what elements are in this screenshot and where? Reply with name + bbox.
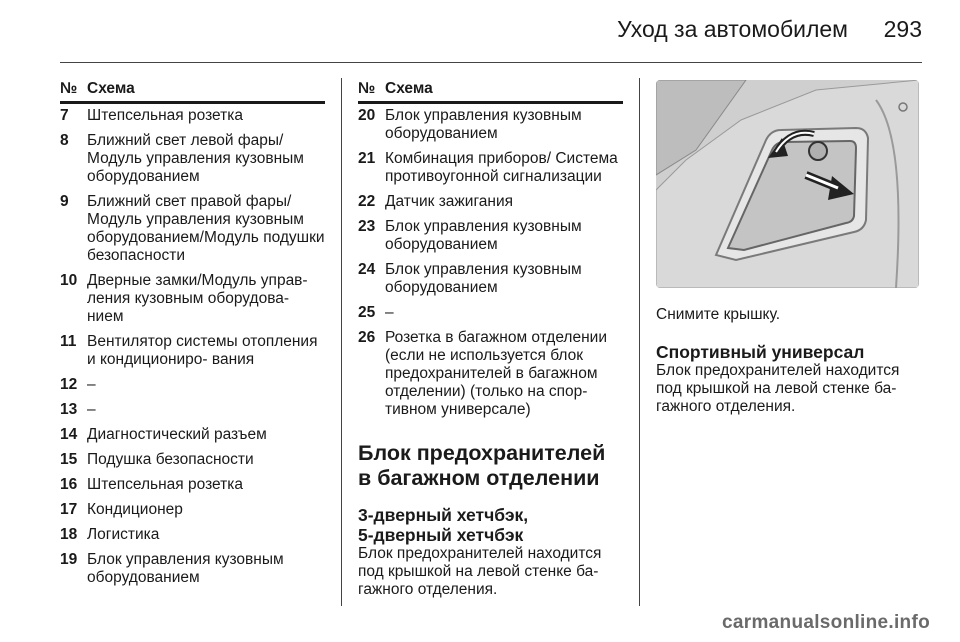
fuse-number: 22 — [358, 193, 376, 210]
fuse-number: 19 — [60, 551, 78, 568]
table-row — [60, 333, 325, 369]
column-1 — [60, 80, 325, 594]
fuse-number: 7 — [60, 107, 69, 124]
fuse-description: Логистика — [87, 526, 160, 543]
fuse-number: 11 — [60, 333, 77, 350]
figure-caption: Снимите крышку. — [656, 306, 781, 323]
column-3 — [656, 80, 921, 416]
fuse-number: 20 — [358, 107, 376, 124]
fuse-list-1 — [60, 107, 325, 587]
fuse-description: Ближний свет левой фары/ Модуль управления кузовным оборудованием — [87, 132, 304, 185]
fuse-number: 10 — [60, 272, 78, 289]
fuse-number: 9 — [60, 193, 69, 210]
trunk-illustration-svg — [656, 80, 919, 288]
subheading-line-1: 3-дверный хетчбэк, — [358, 505, 529, 525]
fuse-number: 24 — [358, 261, 376, 278]
fuse-number: 17 — [60, 501, 78, 518]
table-row — [60, 107, 325, 125]
fuse-description: Блок управления кузовным оборудованием — [385, 218, 582, 253]
table-row — [60, 401, 325, 419]
fuse-description: Штепсельная розетка — [87, 107, 243, 124]
column-divider-1 — [341, 78, 342, 606]
fuse-number: 15 — [60, 451, 78, 468]
fuse-number: 16 — [60, 476, 78, 493]
header-rule — [60, 62, 922, 63]
fuse-description: Диагностический разъем — [87, 426, 267, 443]
table-row — [358, 107, 623, 143]
fuse-description: Блок управления кузовным оборудованием — [385, 261, 582, 296]
fuse-description: Розетка в багажном отделении (если не используется блок предохранителей в багажном отделении) (только на спор- тивном универсале) — [385, 329, 607, 418]
table-row — [60, 551, 325, 587]
fuse-number: 25 — [358, 304, 376, 321]
fuse-number: 13 — [60, 401, 78, 418]
fuse-description: Комбинация приборов/ Система противоугонной сигнализации — [385, 150, 618, 185]
fuse-description: – — [87, 401, 96, 418]
table-header-schema: Схема — [385, 80, 433, 97]
table-row — [358, 193, 623, 211]
section-heading: Блок предохранителей в багажном отделении — [358, 441, 606, 490]
fuse-number: 12 — [60, 376, 78, 393]
fuse-description: – — [87, 376, 96, 393]
table-row — [60, 526, 325, 544]
table-header-num: № — [358, 80, 376, 97]
table-header — [358, 80, 623, 104]
table-row — [358, 329, 623, 419]
table-row — [358, 261, 623, 297]
fuse-description: Ближний свет правой фары/ Модуль управления кузовным оборудованием/Модуль подушки безопасности — [87, 193, 325, 264]
page-number: 293 — [883, 16, 922, 42]
page-header — [0, 0, 960, 60]
fuse-number: 23 — [358, 218, 376, 235]
table-row — [60, 426, 325, 444]
table-row — [60, 501, 325, 519]
table-row — [60, 193, 325, 265]
table-row — [358, 150, 623, 186]
table-header-schema: Схема — [87, 80, 135, 97]
fuse-number: 18 — [60, 526, 78, 543]
table-row — [358, 218, 623, 254]
fuse-description: Штепсельная розетка — [87, 476, 243, 493]
table-row — [358, 304, 623, 322]
table-row — [60, 376, 325, 394]
table-header — [60, 80, 325, 104]
table-row — [60, 476, 325, 494]
table-header-num: № — [60, 80, 78, 97]
wagon-heading: Спортивный универсал — [656, 342, 865, 362]
fuse-description: Вентилятор системы отопления и кондициониро- вания — [87, 333, 318, 368]
table-row — [60, 451, 325, 469]
fuse-description: – — [385, 304, 394, 321]
table-row — [60, 272, 325, 326]
fuse-description: Дверные замки/Модуль управ- ления кузовным оборудова- нием — [87, 272, 308, 325]
fuse-description: Подушка безопасности — [87, 451, 254, 468]
column-2 — [358, 80, 623, 599]
fuse-number: 26 — [358, 329, 376, 346]
fuse-number: 21 — [358, 150, 376, 167]
column-divider-2 — [639, 78, 640, 606]
fuse-list-2 — [358, 107, 623, 419]
fuse-description: Датчик зажигания — [385, 193, 513, 210]
trunk-cover-illustration — [656, 80, 919, 288]
fuse-description: Блок управления кузовным оборудованием — [385, 107, 582, 142]
wagon-body: Блок предохранителей находится под крышкой на левой стенке ба- гажного отделения. — [656, 362, 900, 415]
fuse-description: Кондиционер — [87, 501, 183, 518]
fuse-number: 14 — [60, 426, 78, 443]
subheading-line-2: 5-дверный хетчбэк — [358, 525, 524, 545]
section-body: Блок предохранителей находится под крышкой на левой стенке ба- гажного отделения. — [358, 545, 602, 598]
table-row — [60, 132, 325, 186]
fuse-description: Блок управления кузовным оборудованием — [87, 551, 284, 586]
page-title: Уход за автомобилем — [617, 16, 848, 42]
watermark: carmanualsonline.info — [722, 612, 930, 633]
fuse-number: 8 — [60, 132, 69, 149]
